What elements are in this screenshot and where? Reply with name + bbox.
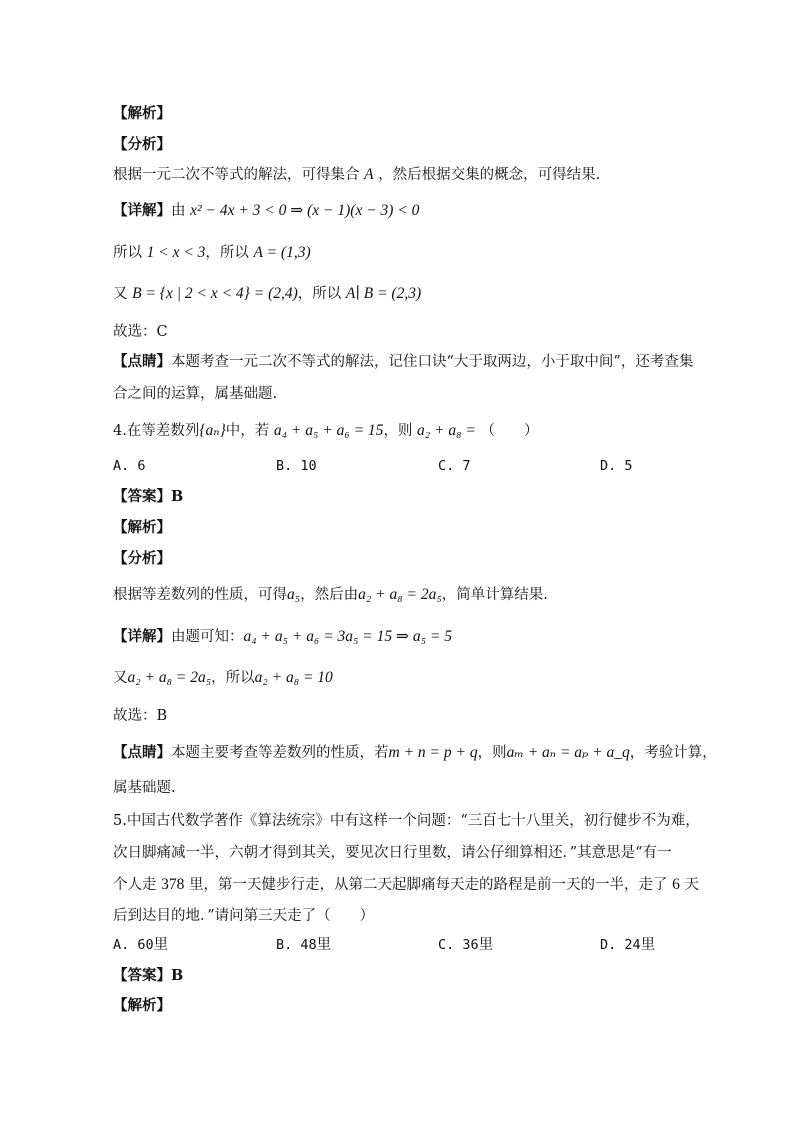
q4-stem-3: ，则: [383, 423, 413, 439]
q4-seq: {aₙ}: [199, 422, 226, 439]
q4-eq-c: a₂ + a₈ = 2a₅: [127, 669, 212, 686]
q5-number-6: 6: [672, 876, 680, 893]
dianjing-label: 【点睛】: [113, 353, 171, 370]
q5-stem-line-3: [113, 875, 699, 895]
choice-line: 故选：C: [113, 324, 168, 340]
q5-line3-a: 个人走: [113, 877, 157, 893]
q4-stem-4: （ ）: [480, 423, 539, 439]
q4-choice-line: 故选：B: [113, 708, 168, 724]
comment-line-2: 合之间的运算，属基础题.: [113, 386, 278, 402]
q4-suoyi-text: ，所以: [211, 670, 255, 686]
set-b-equation: B = {x | 2 < x < 4} = (2,4): [132, 285, 298, 302]
q4-dianjing-label: 【点睛】: [113, 744, 171, 761]
fenxi-text: [113, 165, 600, 185]
q5-line3-c: 天: [684, 877, 699, 893]
q4-condition: a₄ + a₅ + a₆ = 15: [273, 422, 384, 439]
suoyi3-text: ，所以: [297, 286, 342, 302]
q4-eq-a: a₂ + a₈ = 2a₅: [358, 586, 442, 603]
q5-option-d: D. 24里: [600, 937, 656, 953]
q5-line3-b: 里，第一天健步行走，从第二天起脚痛每天走的路程是前一天的一半，走了: [188, 877, 668, 893]
set-a-symbol: A: [364, 166, 374, 183]
q5-answer: 【答案】B: [113, 967, 184, 984]
intersection-equation: A∣ B = (2,3): [345, 285, 422, 302]
q5-option-a: A. 60里: [113, 937, 169, 953]
q4-fenxi-3: ，简单计算结果.: [441, 587, 548, 603]
fenxi-heading: 【分析】: [113, 136, 171, 153]
comment-text-1: 本题考查一元二次不等式的解法，记住口诀“大于取两边，小于取中间”，还考查集: [171, 354, 694, 370]
q5-number-378: 378: [161, 876, 185, 893]
q4-fenxi-heading: 【分析】: [113, 550, 171, 567]
q4-eq-f: aₘ + aₙ = aₚ + a_q: [506, 744, 630, 761]
q4-detail-text: 由题可知：: [171, 629, 244, 645]
detail-line-1: [113, 201, 419, 221]
q4-option-a: A. 6: [113, 458, 146, 474]
q4-you-text: 又: [113, 670, 128, 686]
set-a-equation: A = (1,3): [253, 244, 311, 261]
q4-eq-e: m + n = p + q: [388, 744, 478, 761]
range-equation: 1 < x < 3: [146, 244, 206, 261]
q5-stem-line-1: 5.中国古代数学著作《算法统宗》中有这样一个问题：“三百七十八里关，初行健步不为难，: [113, 813, 700, 829]
q4-comment-2: ，则: [477, 745, 507, 761]
you2-text: 又: [113, 286, 128, 302]
suoyi-text: 所以: [113, 245, 142, 261]
q4-stem-2: 中，若: [225, 423, 270, 439]
q4-comment-1: 本题主要考查等差数列的性质，若: [171, 745, 389, 761]
q5-stem-line-4: 后到达目的地．”请问第三天走了（ ）: [113, 908, 375, 924]
q4-answer: 【答案】B: [113, 488, 184, 505]
q4-comment-3: ，考验计算，: [629, 745, 717, 761]
comment-line-1: [113, 352, 693, 372]
q4-option-d: D. 5: [600, 458, 633, 474]
q4-eq-d: a₂ + a₈ = 10: [254, 669, 333, 686]
q4-detail-line-1: [113, 627, 452, 647]
q5-analysis-heading: 【解析】: [113, 997, 171, 1014]
fenxi-text-2: ，然后根据交集的概念，可得结果.: [378, 167, 601, 183]
xiangjie-label: 【详解】: [113, 202, 171, 219]
q4-comment-line-1: [113, 743, 717, 763]
analysis-heading: 【解析】: [113, 105, 171, 122]
detail-line-2: [113, 243, 311, 263]
q4-ask: a₂ + a₈ =: [417, 422, 476, 439]
inequality-equation: x² − 4x + 3 < 0 ⇒ (x − 1)(x − 3) < 0: [190, 202, 420, 219]
q4-analysis-heading: 【解析】: [113, 519, 171, 536]
q5-stem-line-2: 次日脚痛减一半，六朝才得到其关，要见次日行里数，请公仔细算相还．”其意思是“有一: [113, 845, 672, 861]
q4-a5: a₅: [287, 586, 301, 603]
q4-stem-1: 4.在等差数列: [113, 423, 200, 439]
detail-line-3: [113, 284, 421, 304]
fenxi-text-1: 根据一元二次不等式的解法，可得集合: [113, 167, 360, 183]
q4-stem: [113, 421, 538, 441]
q4-option-b: B. 10: [276, 458, 317, 474]
q4-xiangjie-label: 【详解】: [113, 628, 171, 645]
you-text: 由: [171, 203, 186, 219]
q4-comment-line-2: 属基础题.: [113, 780, 176, 796]
q5-option-c: C. 36里: [438, 937, 494, 953]
q4-fenxi-text: [113, 585, 548, 605]
q4-fenxi-1: 根据等差数列的性质，可得: [113, 587, 287, 603]
suoyi2-text: ，所以: [205, 245, 249, 261]
q4-option-c: C. 7: [438, 458, 471, 474]
q4-eq-b: a₄ + a₅ + a₆ = 3a₅ = 15 ⇒ a₅ = 5: [243, 628, 452, 645]
q5-option-b: B. 48里: [276, 937, 332, 953]
q4-fenxi-2: ，然后由: [300, 587, 359, 603]
q4-detail-line-2: [113, 668, 333, 688]
